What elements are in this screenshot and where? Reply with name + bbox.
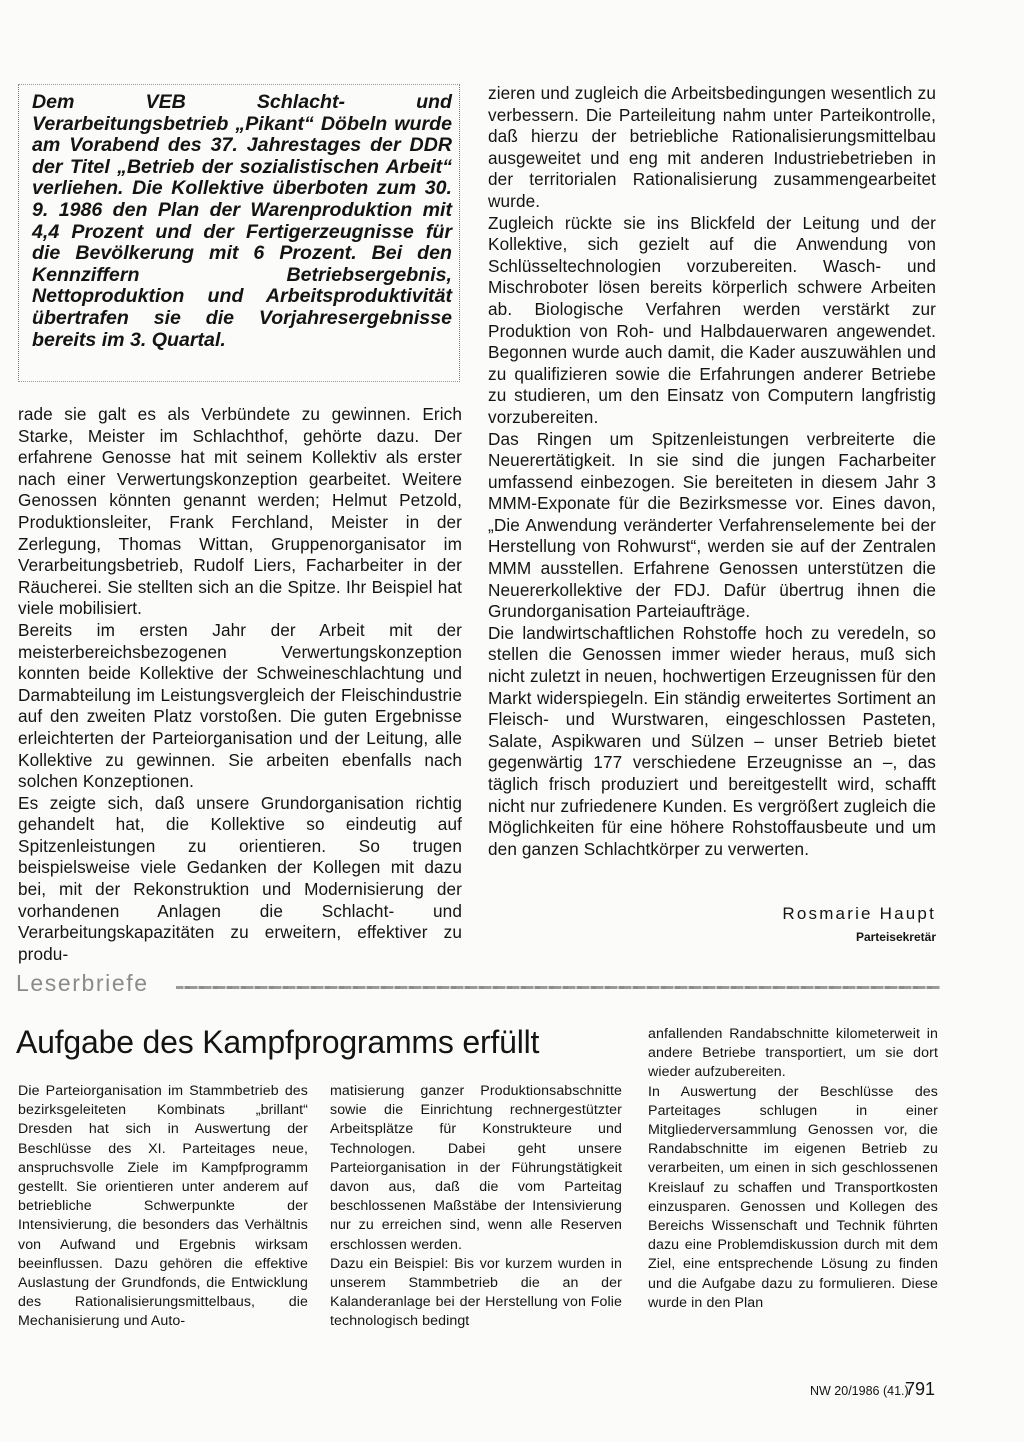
- article-paragraph: Die landwirtschaftlichen Rohstoffe hoch zu veredeln, so stellen die Genossen immer wieder heraus, muß sich nicht zuletzt in neuen, hochwertigen Erzeugnissen für den Markt widerspiegeln. Ein ständig erweitertes Sortiment an Fleisch- und Wurstwaren, eingeschlossen Pasteten, Salate, Aspikwaren und Sülzen – unser Betrieb bietet gegenwärtig 177 verschiedene Erzeugnisse an –, das täglich frisch produziert und bereitgestellt wird, schafft nicht nur zufriedenere Kunden. Es vergrößert zugleich die Möglichkeiten für eine höhere Rohstoffausbeute und um den ganzen Schlachtkörper zu verwerten.: [488, 622, 936, 859]
- article-headline: Aufgabe des Kampfprogramms erfüllt: [16, 1024, 540, 1060]
- letter-paragraph: In Auswertung der Beschlüsse des Parteitages schlugen in einer Mitgliederversammlung Genossen vor, die Randabschnitte im eigenen Betrieb zu verarbeiten, um einen in sich geschlossenen Kreislauf zu schaffen und Transportkosten einzusparen. Genossen und Kollegen des Bereichs Wissenschaft und Technik führten dazu eine Problemdiskussion durch mit dem Ziel, eine entsprechende Lösung zu finden und die Aufgabe dazu zu formulieren. Diese wurde in den Plan: [648, 1083, 938, 1311]
- article-right-column: [488, 83, 936, 860]
- article-paragraph: Bereits im ersten Jahr der Arbeit mit der meisterbereichsbezogenen Verwertungskonzeption konnten beide Kollektive der Schweineschlachtung und Darmabteilung im Leistungsvergleich der Fleischindustrie auf den zweiten Platz vorstoßen. Die guten Ergebnisse erleichterten der Parteiorganisation und der Leitung, alle Kollektive zu gewinnen. Sie arbeiten ebenfalls nach solchen Konzeptionen.: [18, 619, 462, 792]
- article-left-column: [18, 404, 462, 965]
- article-paragraph: Das Ringen um Spitzenleistungen verbreiterte die Neuerertätigkeit. In sie sind die jungen Facharbeiter umfassend einbezogen. Sie bereiteten in diesem Jahr 3 MMM-Exponate für die Bezirksmesse vor. Eines davon, „Die Anwendung veränderter Verfahrenselemente bei der Herstellung von Rohwurst“, werden sie auf der Zentralen MMM ausstellen. Erfahrene Genossen unterstützen die Neuererkollektive der FDJ. Dafür übertrug ihnen die Grundorganisation Parteiaufträge.: [488, 428, 936, 622]
- article-paragraph: rade sie galt es als Verbündete zu gewinnen. Erich Starke, Meister im Schlachthof, gehörte dazu. Der erfahrene Genosse hat mit seinem Kollektiv als erster nach einer Verwertungskonzeption gearbeitet. Weitere Genossen könnten genannt werden; Helmut Petzold, Produktionsleiter, Frank Ferchland, Meister in der Zerlegung, Thomas Wittan, Gruppenorganisator im Verarbeitungsbetrieb, Rudolf Liers, Facharbeiter in der Räucherei. Sie stellten sich an die Spitze. Ihr Beispiel hat viele mobilisiert.: [18, 404, 462, 619]
- article-paragraph: zieren und zugleich die Arbeitsbedingungen wesentlich zu verbessern. Die Parteileitung nahm unter Parteikontrolle, daß hierzu der betriebliche Rationalisierungsmittelbau ausgeweitet und eng mit anderen Industriebetrieben in der territorialen Rationalisierung zusammengearbeitet wurde.: [488, 83, 936, 211]
- intro-summary: Dem VEB Schlacht- und Verarbeitungsbetrieb „Pikant“ Döbeln wurde am Vorabend des 37. Jahrestages der DDR der Titel „Betrieb der sozialistischen Arbeit“ verliehen. Die Kollektive überboten zum 30. 9. 1986 den Plan der Warenproduktion mit 4,4 Prozent und der Fertigerzeugnisse für die Bevölkerung mit 6 Prozent. Bei den Kennziffern Betriebsergebnis, Nettoproduktion und Arbeitsproduktivität übertrafen sie die Vorjahresergebnisse bereits im 3. Quartal.: [32, 91, 452, 351]
- page-number: 791: [905, 1379, 936, 1399]
- section-divider: [176, 986, 940, 989]
- author-role: Parteisekretär: [855, 930, 936, 944]
- letter-column-2: [330, 1082, 622, 1332]
- issue-reference: NW 20/1986 (41.): [810, 1384, 909, 1398]
- letter-paragraph: anfallenden Randabschnitte kilometerweit in andere Betriebe transportiert, um sie dort wieder aufzubereiten.: [648, 1026, 938, 1081]
- section-label: Leserbriefe: [16, 970, 149, 996]
- letter-column-3: [648, 1025, 938, 1313]
- letter-paragraph: Dazu ein Beispiel: Bis vor kurzem wurden in unserem Stammbetrieb die an der Kalanderanlage bei der Herstellung von Folie technologisch bedingt: [330, 1255, 622, 1330]
- letter-column-1: [18, 1082, 308, 1332]
- letter-paragraph: matisierung ganzer Produktionsabschnitte sowie die Einrichtung rechnergestützter Arbeitsplätze für Konstrukteure und Technologen. Dabei geht unsere Parteiorganisation in der Führungstätigkeit davon aus, daß die vom Parteitag beschlossenen Maßstäbe der Intensivierung nur zu erreichen sind, wenn alle Reserven erschlossen werden.: [330, 1083, 622, 1253]
- article-paragraph: Zugleich rückte sie ins Blickfeld der Leitung und der Kollektive, sich gezielt auf die Anwendung von Schlüsseltechnologien vorzubereiten. Wasch- und Mischroboter lösen bereits körperlich schwere Arbeiten ab. Biologische Verfahren werden verstärkt zur Produktion von Roh- und Halbdauerwaren angewendet. Begonnen wurde auch damit, die Kader auszuwählen und zu qualifizieren sowie die Erfahrungen anderer Betriebe zu studieren, um den Einsatz von Computern langfristig vorzubereiten.: [488, 212, 936, 427]
- article-paragraph: Es zeigte sich, daß unsere Grundorganisation richtig gehandelt hat, die Kollektive so eindeutig auf Spitzenleistungen zu orientieren. So trugen beispielsweise viele Gedanken der Kollegen mit dazu bei, mit der Rekonstruktion und Modernisierung der vorhandenen Anlagen die Schlacht- und Verarbeitungskapazitäten zu erweitern, effektiver zu produ-: [18, 792, 462, 964]
- author-name: Rosmarie Haupt: [782, 904, 936, 923]
- letter-paragraph: Die Parteiorganisation im Stammbetrieb des bezirksgeleiteten Kombinats „brillant“ Dresden hat sich in Auswertung der Beschlüsse des XI. Parteitages neue, anspruchsvolle Ziele im Kampfprogramm gestellt. Sie orientieren unter anderem auf betriebliche Schwerpunkte der Intensivierung, die besonders das Verhältnis von Aufwand und Ergebnis wirksam beeinflussen. Dazu gehören die effektive Auslastung der Grundfonds, die Entwicklung des Rationalisierungsmittelbaus, die Mechanisierung und Auto-: [18, 1083, 308, 1330]
